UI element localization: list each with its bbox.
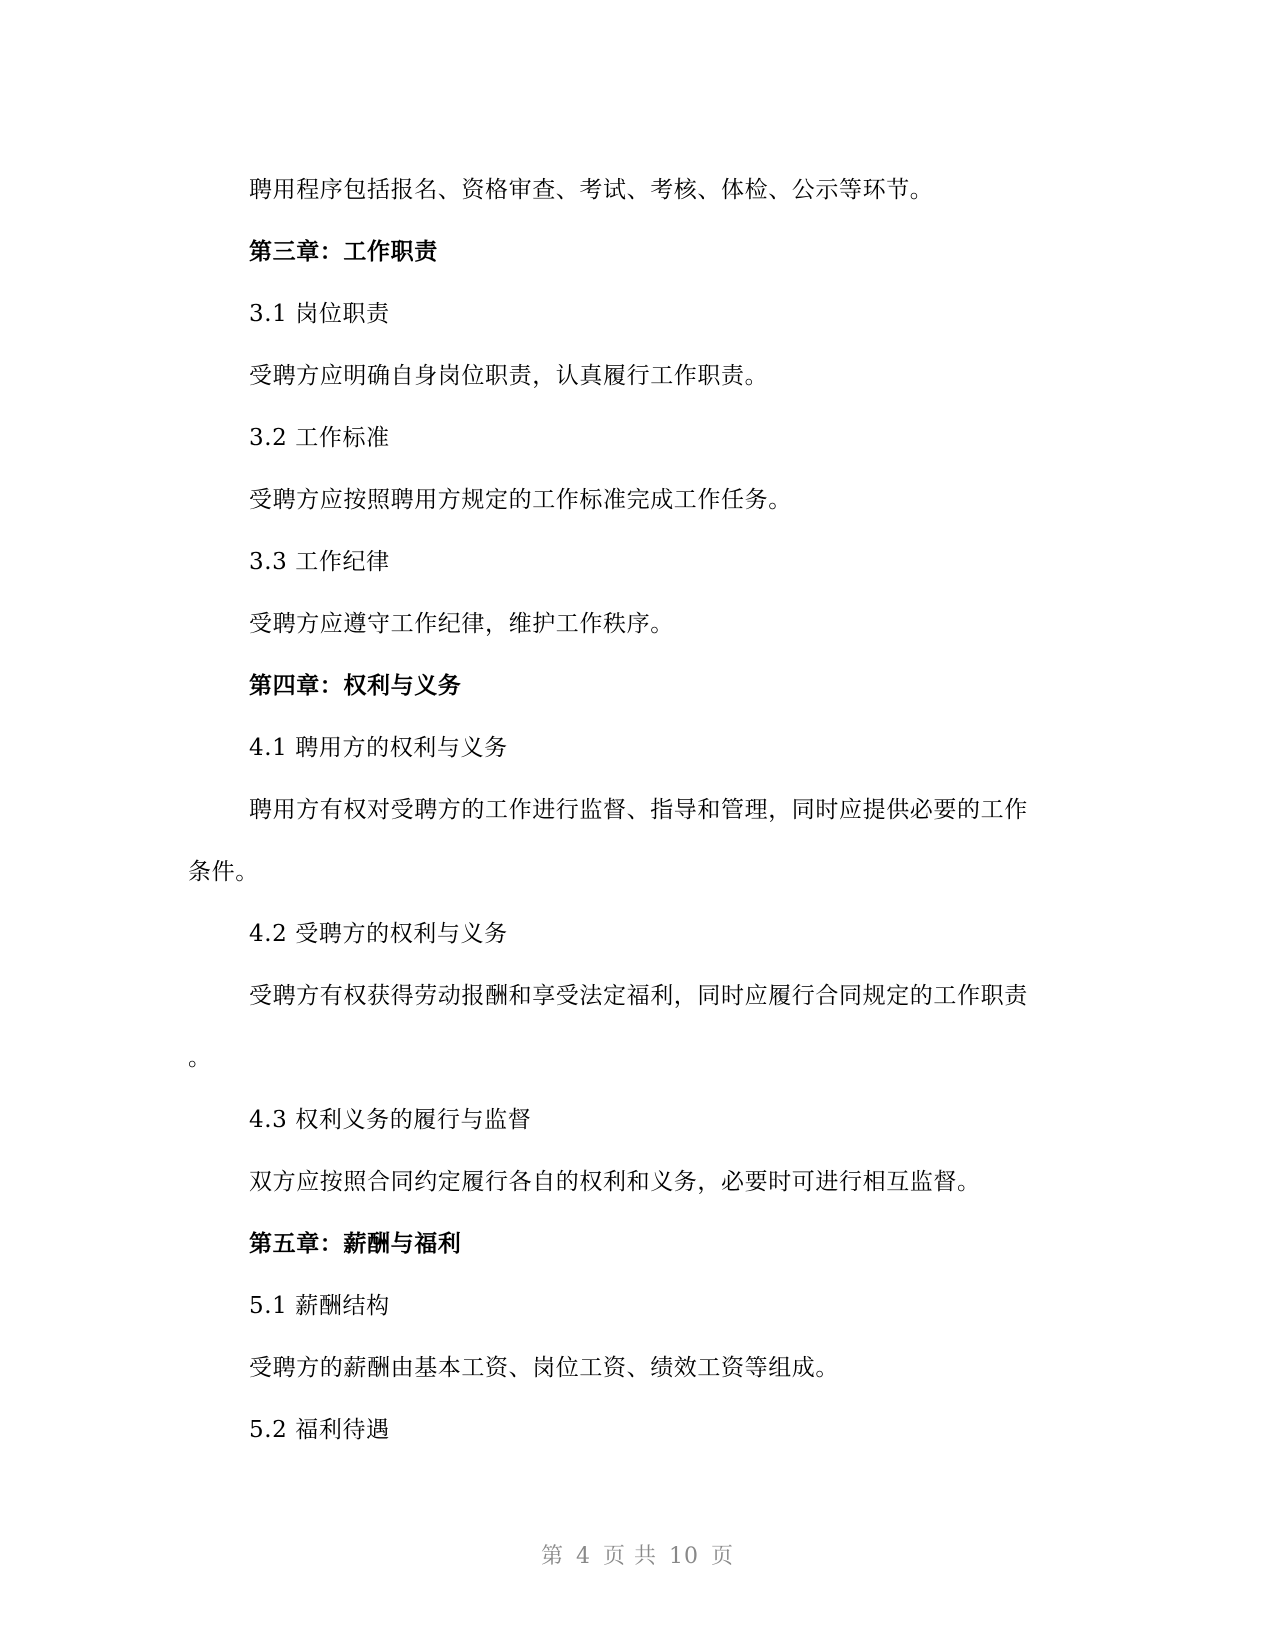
section-heading-3-3: 3.3 工作纪律 <box>249 549 390 575</box>
footer-current-page: 4 <box>576 1544 591 1569</box>
footer-total-pages: 10 <box>669 1544 699 1569</box>
paragraph-4-1-line-2: 条件。 <box>188 859 259 885</box>
page-footer <box>0 1542 1275 1572</box>
chapter-heading-3: 第三章：工作职责 <box>249 238 438 265</box>
footer-suffix: 页 <box>711 1544 735 1569</box>
section-heading-4-3: 4.3 权利义务的履行与监督 <box>249 1107 532 1133</box>
paragraph-4-3: 双方应按照合同约定履行各自的权利和义务，必要时可进行相互监督。 <box>249 1169 981 1195</box>
paragraph-4-2-line-2: 。 <box>188 1045 212 1071</box>
section-heading-5-2: 5.2 福利待遇 <box>249 1417 390 1443</box>
paragraph-4-1-line-1: 聘用方有权对受聘方的工作进行监督、指导和管理，同时应提供必要的工作 <box>249 797 1028 823</box>
footer-prefix: 第 <box>540 1544 564 1569</box>
section-heading-3-2: 3.2 工作标准 <box>249 425 390 451</box>
paragraph-3-1: 受聘方应明确自身岗位职责，认真履行工作职责。 <box>249 363 769 389</box>
paragraph-3-3: 受聘方应遵守工作纪律，维护工作秩序。 <box>249 611 674 637</box>
paragraph-hiring-procedure: 聘用程序包括报名、资格审查、考试、考核、体检、公示等环节。 <box>249 177 934 203</box>
chapter-heading-5: 第五章：薪酬与福利 <box>249 1230 462 1257</box>
section-heading-4-1: 4.1 聘用方的权利与义务 <box>249 735 508 761</box>
section-heading-4-2: 4.2 受聘方的权利与义务 <box>249 921 508 947</box>
chapter-heading-4: 第四章：权利与义务 <box>249 672 462 699</box>
footer-middle: 页 共 <box>603 1544 657 1569</box>
paragraph-3-2: 受聘方应按照聘用方规定的工作标准完成工作任务。 <box>249 487 792 513</box>
paragraph-5-1: 受聘方的薪酬由基本工资、岗位工资、绩效工资等组成。 <box>249 1355 839 1381</box>
section-heading-5-1: 5.1 薪酬结构 <box>249 1293 390 1319</box>
section-heading-3-1: 3.1 岗位职责 <box>249 301 390 327</box>
paragraph-4-2-line-1: 受聘方有权获得劳动报酬和享受法定福利，同时应履行合同规定的工作职责 <box>249 983 1028 1009</box>
